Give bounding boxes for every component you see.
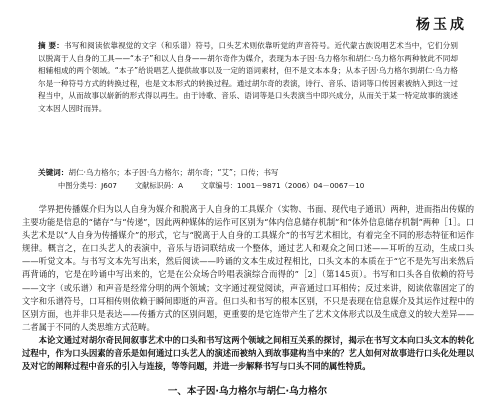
keywords-label: 关键词： xyxy=(38,168,69,177)
body-paragraph xyxy=(22,334,474,373)
keywords xyxy=(38,167,468,178)
abstract xyxy=(38,40,458,116)
author-name: 杨玉成 xyxy=(416,17,467,33)
body-paragraph: 学界把传播媒介归为以人自身为媒介和脱离于人自身的工具媒介（实物、书面、现代电子通讯）两种，进而指出传媒的主要功能是信息的“储存”与“传递”，因此两种媒体的运作可区别为“体内信息储存机制”和“体外信息储存机制”两种［1］。口头艺术是以“人自身为传播媒介”的形式，它与“脱离于人自身的工具媒介”的书写艺术相比，有着完全不同的形态特征和运作规律。概言之，在口头艺人的表演中，音乐与语词联结成一个整体，通过艺人和观众之间口述——耳听的互动，生成口头——听觉文本。与书写文本先写出来，然后阅读——吟诵的文本生成过程相比，口头文本的本质在于“它不是先写出来然后再背诵的，它是在吟诵中写出来的，它是在公众场合吟唱表演综合而得的”［2］（第145页）。书写和口头各自依赖的符号——文字（或乐谱）和声音是经常分明的两个领域；文字通过视觉阅读，声音通过口耳相传；反过来讲，阅读依靠固定了的文字和乐谱符号，口耳相传则依赖于瞬间即逝的声音。但口头和书写的根本区别，不只是表现在信息媒介及其运作过程中的区别方面，也并非只是表达——传播方式的区别问题，更重要的是它连带产生了艺术文体形式以及生成意义的较大差异——二者属于不同的人类思维方式范畴。 xyxy=(22,204,474,332)
abstract-label: 摘 要： xyxy=(38,41,64,50)
abstract-text: 书写和阅读依靠视觉的文字（和乐谱）符号，口头艺术则依靠听觉的声音符号。近代蒙古族说唱艺术当中，它们分别以脱离于人自身的工具——“本子”和以人自身——胡尔奇作为媒介，表现为本子因·乌力格尔和胡仁·乌力格尔两种彼此不同却相辅相成的两个领域。“本子”给说唱艺人提供故事以及一定的语词素材，但不是文本本身；从本子因·乌力格尔到胡仁·乌力格尔是一种符号方式的转换过程，也是文本形式的转换过程。通过胡尔奇的表演，诗行、音乐、语词等口传因素被纳入到这一过程当中，从而故事以崭新的形式得以再生。由于诗歌、音乐、语词等是口头表演当中即兴成分，从而关于某一特定故事的演述文本因人因时而异。 xyxy=(38,41,458,113)
keywords-text: 胡仁·乌力格尔；本子因·乌力格尔；胡尔奇；“艾”；口传；书写 xyxy=(68,168,279,177)
body-paragraph-text: 本论文通过对胡尔奇民间叙事艺术中的口头和书写这两个领域之间相互关系的探讨，揭示在书写文本向口头文本的转化过程中，作为口头因素的音乐是如何通过口头艺人的演述而被纳入到故事建构当中来的？艺人如何对故事进行口头化处理以及对它的阐释过程中音乐的引入与连接， xyxy=(22,334,474,372)
body-text xyxy=(22,203,474,373)
section-title: 一、本子因·乌力格尔与胡仁·乌力格尔 xyxy=(167,386,328,397)
article-meta xyxy=(58,181,478,191)
document-code: 文献标识码：A xyxy=(134,181,184,190)
clc-number: 中图分类号：J607 xyxy=(58,181,117,190)
body-paragraph-bold: 等等问题，并进一步解释书写与口头不同的属性特质。 xyxy=(171,361,371,372)
article-number: 文章编号：1001－9871（2006）04－0067－10 xyxy=(201,181,365,190)
